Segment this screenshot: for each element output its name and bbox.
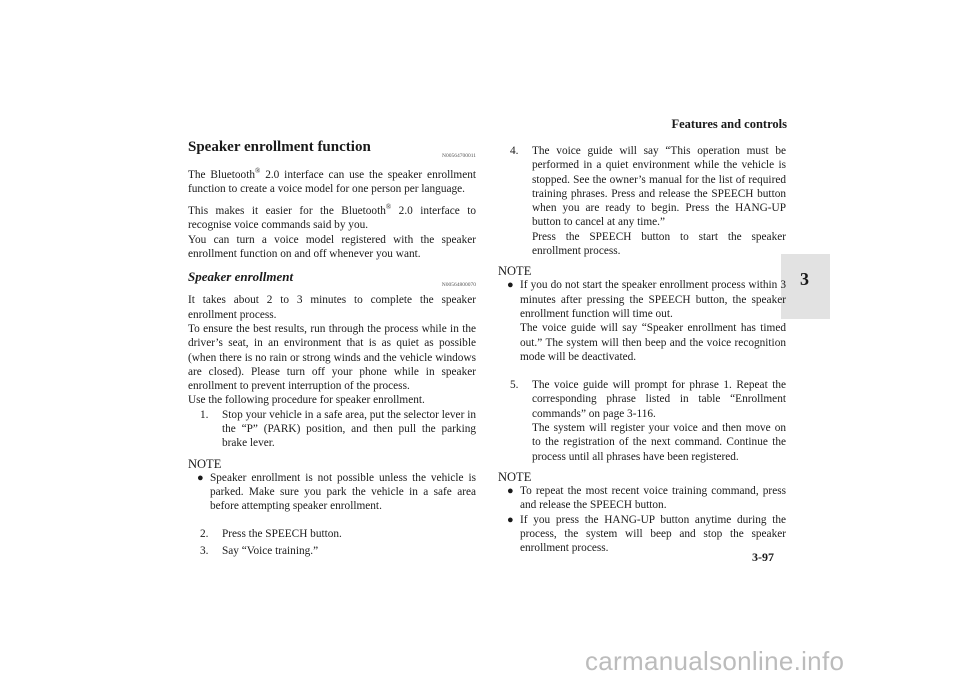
- step-text: Press the SPEECH button.: [222, 528, 342, 541]
- note-label: NOTE: [188, 456, 222, 471]
- note-item: ● If you do not start the speaker enrollment process within 3 minutes after pressing the SPEECH button, the speaker enrollment function will time out. The voice guide will say “Speaker enrollment has timed out.” The system will then beep and the voice recognition mode will be deactivated.: [507, 279, 786, 363]
- step-4: [498, 144, 786, 258]
- chapter-number: 3: [800, 269, 809, 289]
- footer-watermark-link[interactable]: carmanualsonline.info: [585, 646, 845, 676]
- registered-mark: ®: [255, 167, 261, 175]
- section-heading: Speaker enrollment function: [188, 139, 371, 155]
- step-number: 1.: [200, 408, 209, 421]
- subsection-heading: Speaker enrollment: [188, 269, 294, 285]
- step-text: Press the SPEECH button to start the speaker enrollment process.: [532, 230, 786, 258]
- running-header: Features and controls: [671, 117, 787, 131]
- intro-paragraph-3: You can turn a voice model registered with the speaker enrollment function on and off whenever you want.: [188, 233, 476, 261]
- registered-mark: ®: [385, 203, 392, 212]
- left-column: [188, 138, 476, 558]
- step-text: Stop your vehicle in a safe area, put the selector lever in the “P” (PARK) position, and then pull the parking brake lever.: [222, 408, 476, 450]
- step-number: 4.: [510, 145, 519, 157]
- bullet-dot-icon: ●: [197, 471, 204, 484]
- note-item: ● Speaker enrollment is not possible unless the vehicle is parked. Make sure you park the vehicle in a safe area before attempting speaker enrollment.: [197, 471, 476, 513]
- step-number: 2.: [200, 528, 209, 541]
- note-label: NOTE: [498, 264, 532, 279]
- paragraph-duration: It takes about 2 to 3 minutes to complete the speaker enrollment process.: [188, 294, 476, 321]
- step-2: [188, 527, 476, 541]
- bullet-dot-icon: ●: [507, 513, 514, 526]
- bullet-dot-icon: ●: [507, 279, 514, 292]
- section-code: N00564700011: [441, 153, 476, 159]
- page-number: 3-97: [752, 550, 774, 564]
- step-1: [188, 408, 476, 451]
- right-column: [498, 138, 786, 555]
- step-number: 3.: [200, 544, 209, 557]
- bullet-dot-icon: ●: [507, 484, 514, 497]
- note-item: ● To repeat the most recent voice training command, press and release the SPEECH button.: [507, 484, 786, 512]
- step-3: [188, 544, 476, 558]
- intro-paragraph-1: The Bluetooth® 2.0 interface can use the speaker enrollment function to create a voice model for one person per language.: [188, 167, 476, 196]
- step-text: The system will register your voice and then move on to the registration of the next command. Continue the process until all phrases have been registered.: [532, 422, 786, 463]
- note-item: ● If you press the HANG-UP button anytime during the process, the system will beep and stop the speaker enrollment process.: [507, 513, 786, 555]
- step-text: Say “Voice training.”: [222, 544, 319, 557]
- step-text: The voice guide will say “This operation must be performed in a quiet environment while the vehicle is stopped. See the owner’s manual for the list of required training phrases. Press and release the SPEECH button when you are ready to begin. Press the HANG-UP button to cancel at any time.”: [532, 145, 786, 229]
- step-5: [498, 378, 786, 464]
- paragraph-procedure: Use the following procedure for speaker enrollment.: [188, 394, 425, 407]
- note-label: NOTE: [498, 469, 532, 484]
- step-number: 5.: [510, 379, 519, 392]
- subsection-code: N00564800070: [441, 282, 476, 289]
- paragraph-conditions: To ensure the best results, run through the process while in the driver’s seat, in an environment that is as quiet as possible (when there is no rain or strong winds and the vehicle windows are closed). Please turn off your phone while in speaker enrollment to prevent interruption of the process.: [188, 322, 476, 393]
- step-text: The voice guide will prompt for phrase 1. Repeat the corresponding phrase listed in table “Enrollment commands” on page 3-116.: [532, 379, 786, 420]
- intro-paragraph-2: This makes it easier for the Bluetooth® 2.0 interface to recognise voice commands said by you.: [188, 203, 477, 232]
